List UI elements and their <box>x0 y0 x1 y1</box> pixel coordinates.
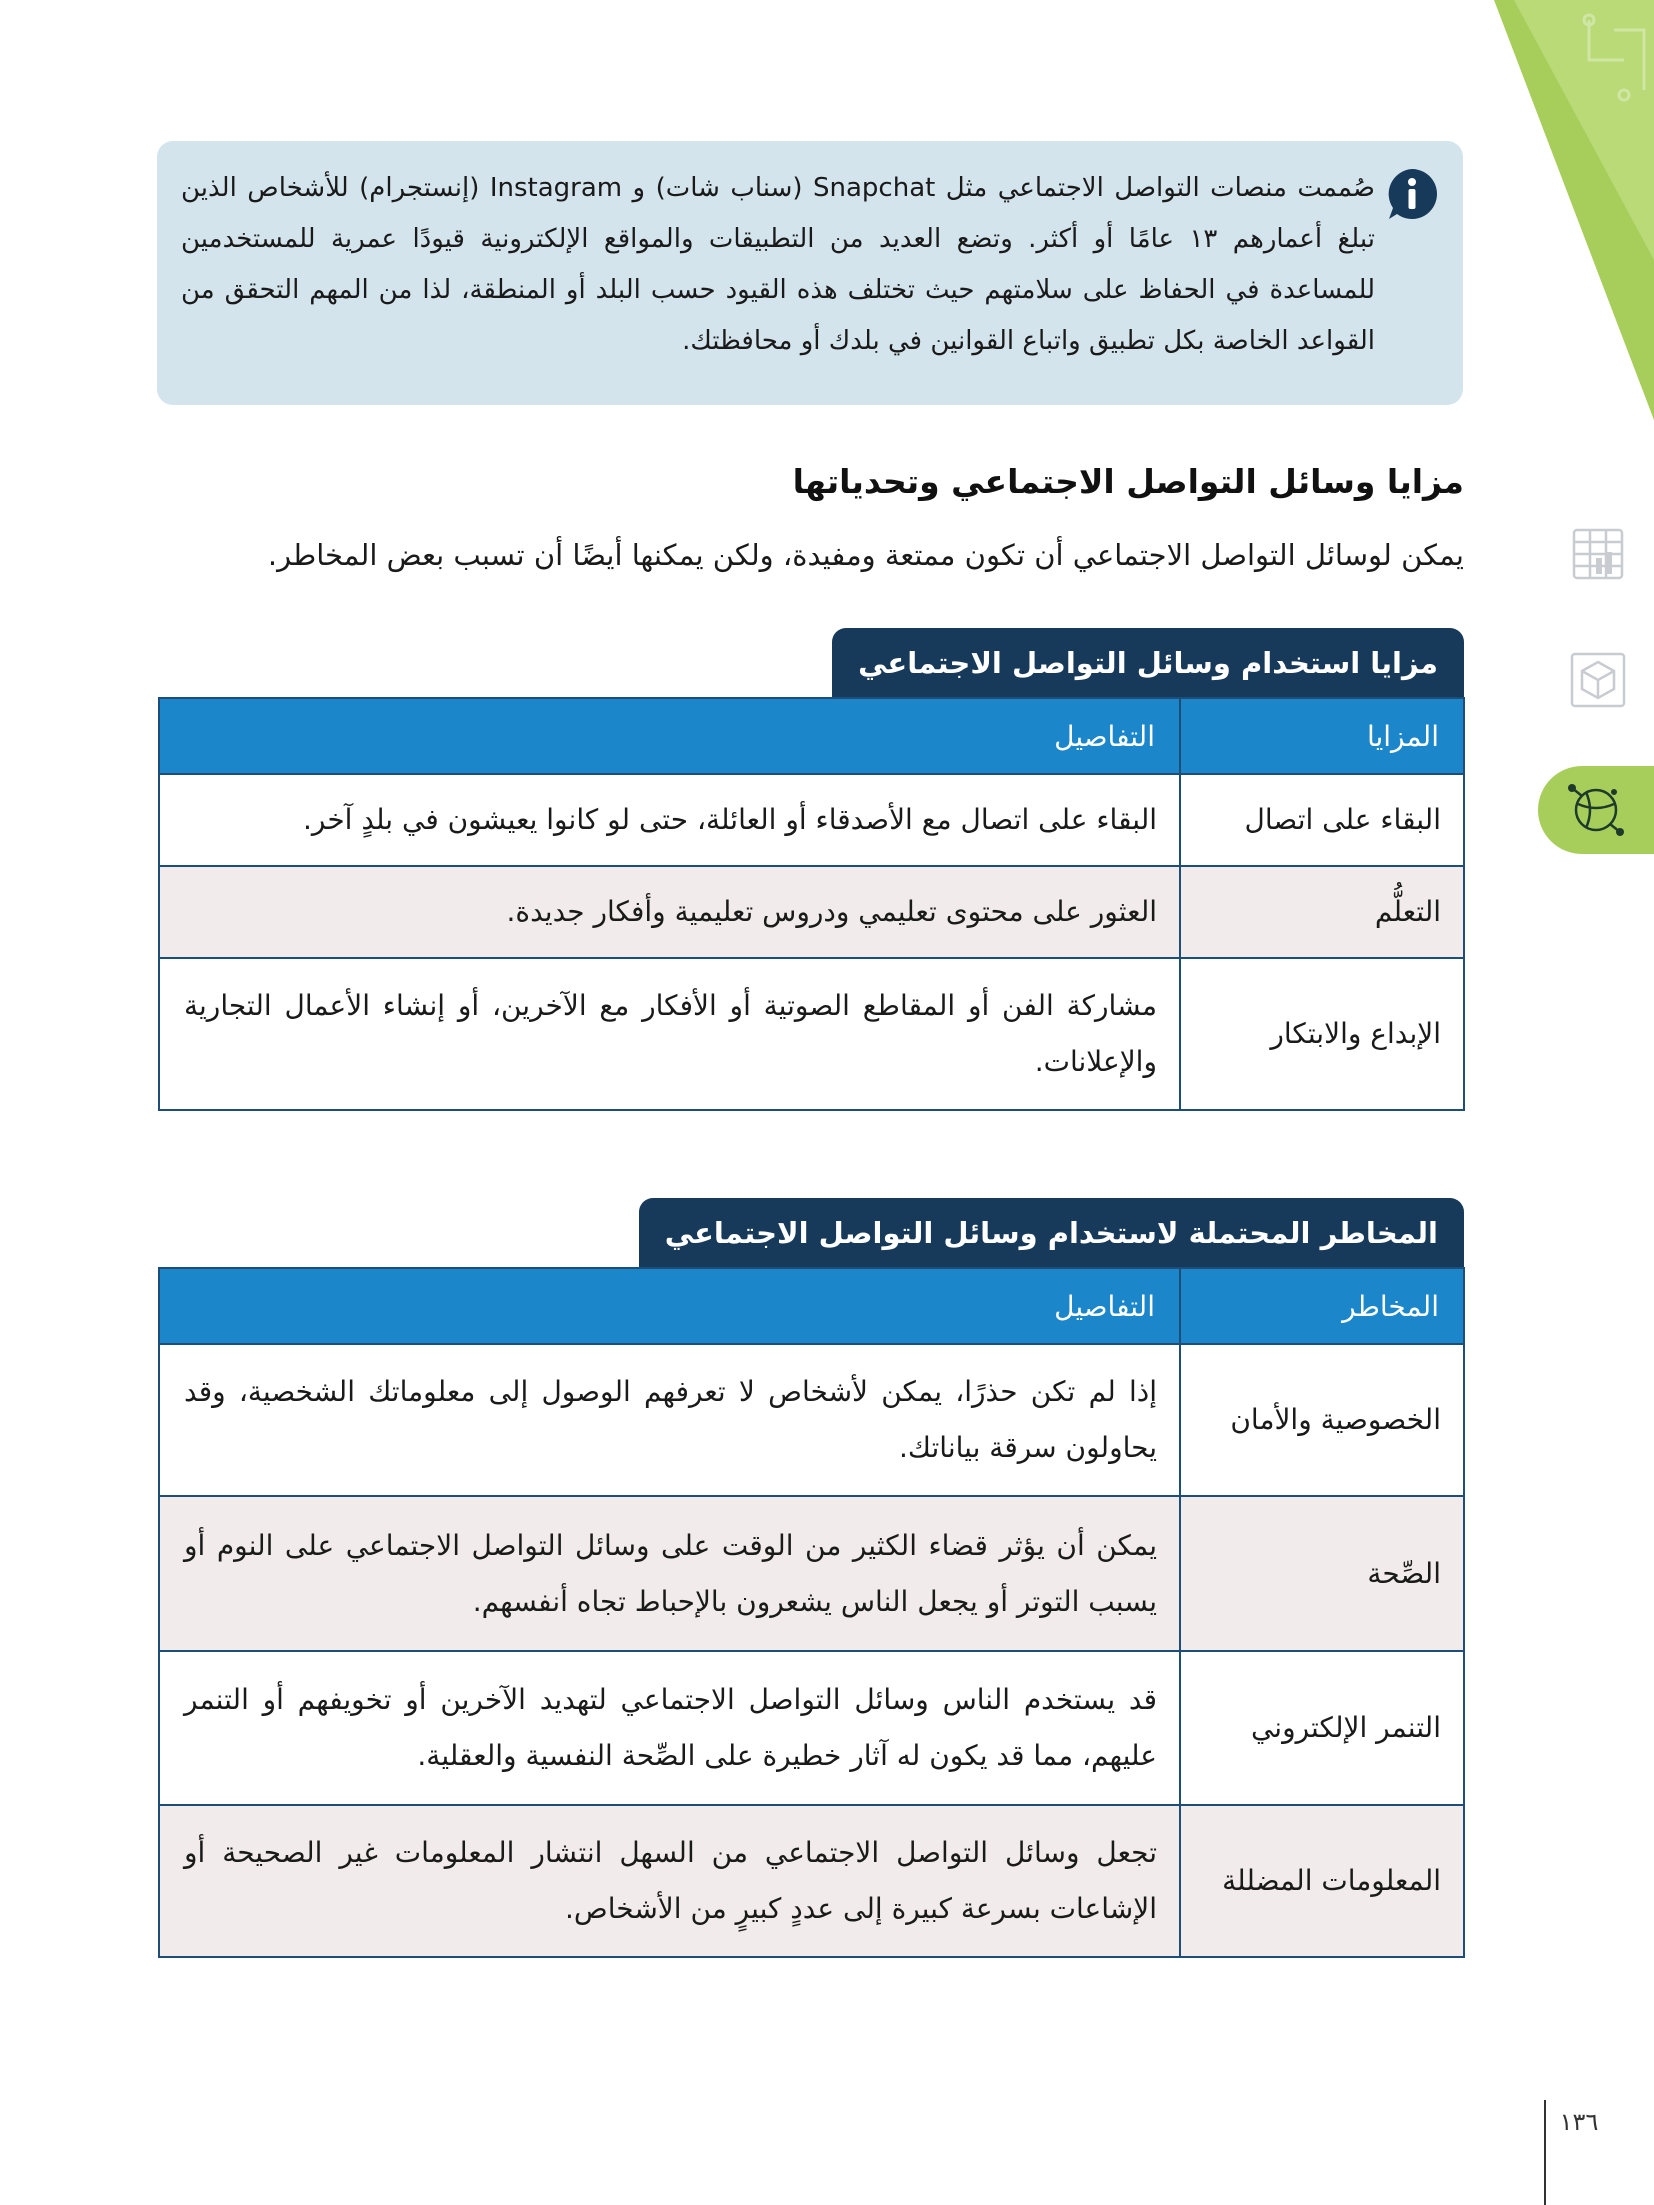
table-row <box>159 774 1464 866</box>
row-detail: العثور على محتوى تعليمي ودروس تعليمية وأفكار جديدة. <box>159 866 1180 958</box>
row-detail: مشاركة الفن أو المقاطع الصوتية أو الأفكار مع الآخرين، أو إنشاء الأعمال التجارية والإعلانات. <box>159 958 1180 1110</box>
risks-table <box>158 1267 1465 1958</box>
row-label: البقاء على اتصال <box>1180 774 1464 866</box>
column-header-risks: المخاطر <box>1180 1268 1464 1344</box>
section-title: مزايا وسائل التواصل الاجتماعي وتحدياتها <box>792 462 1464 501</box>
row-label: الخصوصية والأمان <box>1180 1344 1464 1496</box>
row-label: التعلُّم <box>1180 866 1464 958</box>
info-icon <box>1385 167 1439 221</box>
row-label: الصِّحة <box>1180 1496 1464 1651</box>
table-header-row <box>159 1268 1464 1344</box>
risks-table-title: المخاطر المحتملة لاستخدام وسائل التواصل الاجتماعي <box>664 1216 1438 1250</box>
side-nav-item-globe[interactable] <box>1538 766 1654 854</box>
table-row <box>159 1344 1464 1496</box>
row-detail: البقاء على اتصال مع الأصدقاء أو العائلة، حتى لو كانوا يعيشون في بلدٍ آخر. <box>159 774 1180 866</box>
advantages-table-title: مزايا استخدام وسائل التواصل الاجتماعي <box>858 646 1438 680</box>
column-header-advantages: المزايا <box>1180 698 1464 774</box>
table-row <box>159 1496 1464 1651</box>
info-note-box <box>157 141 1463 405</box>
advantages-table-tab <box>832 628 1464 698</box>
risks-table-tab <box>639 1198 1464 1268</box>
spreadsheet-icon <box>1568 524 1628 584</box>
table-row <box>159 1805 1464 1957</box>
row-detail: يمكن أن يؤثر قضاء الكثير من الوقت على وسائل التواصل الاجتماعي على النوم أو يسبب التوتر أو يجعل الناس يشعرون بالإحباط تجاه أنفسهم. <box>159 1496 1180 1651</box>
page-number: ١٣٦ <box>1559 2108 1599 2136</box>
info-note-text: صُممت منصات التواصل الاجتماعي مثل Snapchat (سناب شات) و Instagram (إنستجرام) للأشخاص الذين تبلغ أعمارهم ١٣ عامًا أو أكثر. وتضع العديد من التطبيقات والمواقع الإلكترونية قيودًا عمرية للمستخدمين للمساعدة في الحفاظ على سلامتهم حيث تختلف هذه القيود حسب البلد أو المنطقة، لذا من المهم التحقق من القواعد الخاصة بكل تطبيق واتباع القوانين في بلدك أو محافظتك. <box>181 173 1375 356</box>
table-row <box>159 866 1464 958</box>
column-header-details: التفاصيل <box>159 1268 1180 1344</box>
side-nav-item-spreadsheet[interactable] <box>1542 510 1654 598</box>
row-label: الإبداع والابتكار <box>1180 958 1464 1110</box>
row-detail: إذا لم تكن حذرًا، يمكن لأشخاص لا تعرفهم الوصول إلى معلوماتك الشخصية، وقد يحاولون سرقة بياناتك. <box>159 1344 1180 1496</box>
row-label: التنمر الإلكتروني <box>1180 1651 1464 1805</box>
table-header-row <box>159 698 1464 774</box>
side-nav-item-cube[interactable] <box>1542 636 1654 724</box>
row-detail: قد يستخدم الناس وسائل التواصل الاجتماعي لتهديد الآخرين أو تخويفهم أو التنمر عليهم، مما قد يكون له آثار خطيرة على الصِّحة النفسية والعقلية. <box>159 1651 1180 1805</box>
table-row <box>159 958 1464 1110</box>
column-header-details: التفاصيل <box>159 698 1180 774</box>
table-row <box>159 1651 1464 1805</box>
cube-box-icon <box>1568 650 1628 710</box>
row-detail: تجعل وسائل التواصل الاجتماعي من السهل انتشار المعلومات غير الصحيحة أو الإشاعات بسرعة كبيرة إلى عددٍ كبيرٍ من الأشخاص. <box>159 1805 1180 1957</box>
row-label: المعلومات المضللة <box>1180 1805 1464 1957</box>
advantages-table <box>158 697 1465 1111</box>
connected-globe-icon <box>1564 778 1628 842</box>
corner-decoration <box>1494 0 1654 420</box>
section-intro: يمكن لوسائل التواصل الاجتماعي أن تكون ممتعة ومفيدة، ولكن يمكنها أيضًا أن تسبب بعض المخاطر. <box>267 538 1464 572</box>
